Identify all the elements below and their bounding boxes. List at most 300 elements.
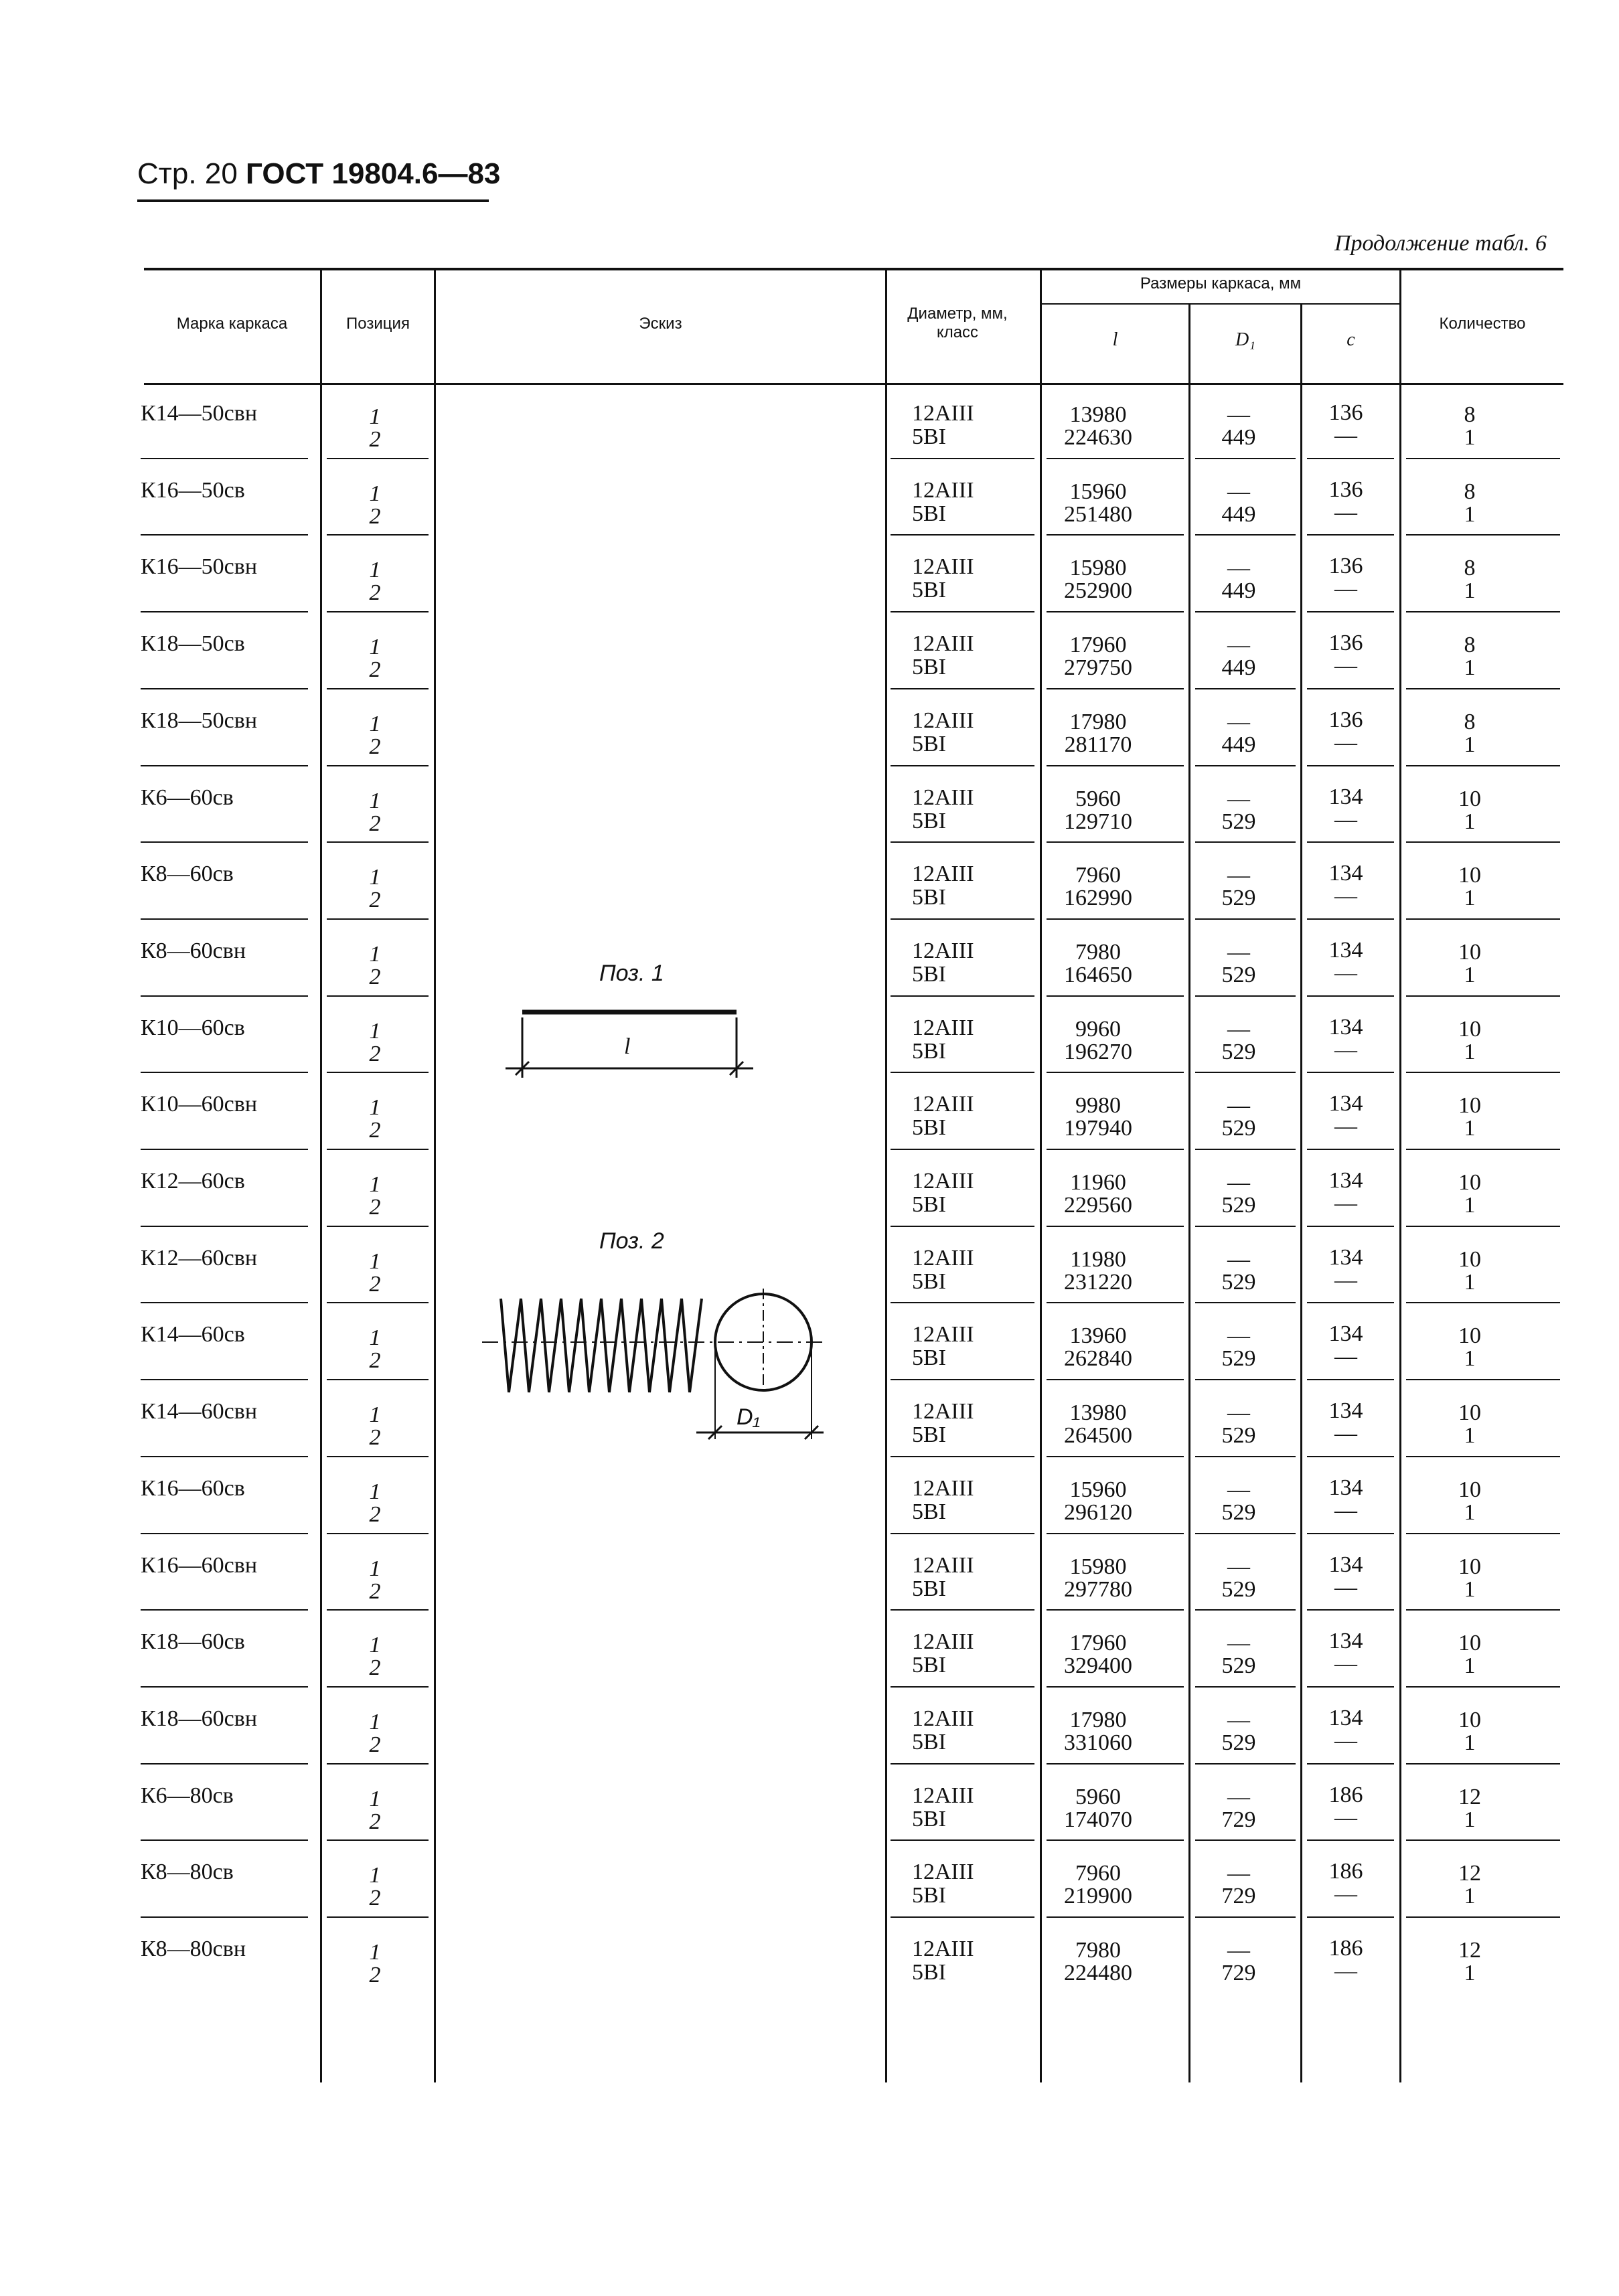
diameter-class-pos1: 12АIII [912,401,974,426]
frame-mark: К12—60св [141,1169,245,1194]
c-pos2: — [1334,1191,1357,1216]
quantity-pos2: 1 [1464,886,1476,910]
quantity-pos2: 1 [1464,1730,1476,1755]
d1-pos1: — [1227,1400,1250,1425]
c-pos1: 134 [1328,1552,1363,1577]
quantity-pos1: 10 [1458,1554,1481,1579]
row-separator [891,1609,1034,1611]
length-pos1: 7960 [1075,1861,1121,1886]
c-pos2: — [1334,1038,1357,1062]
position-1: 1 [369,1095,381,1120]
header-sketch: Эскиз [639,315,682,333]
diameter-class-pos1: 12АIII [912,708,974,733]
position-1: 1 [369,865,381,890]
position-1: 1 [369,1249,381,1274]
length-pos1: 7960 [1075,863,1121,888]
row-separator [1307,1149,1394,1150]
row-separator [891,1302,1034,1303]
row-separator [1195,765,1296,766]
row-separator [1195,918,1296,920]
row-separator [1307,1763,1394,1765]
quantity-pos2: 1 [1464,1884,1476,1908]
length-pos1: 13980 [1069,1400,1127,1425]
d1-pos2: 529 [1221,886,1256,910]
quantity-pos2: 1 [1464,1270,1476,1295]
row-separator [1047,534,1184,536]
diameter-class-pos1: 12АIII [912,1783,974,1808]
quantity-pos1: 8 [1464,633,1476,657]
row-separator [1195,1302,1296,1303]
position-1: 1 [369,1325,381,1350]
quantity-pos1: 10 [1458,1708,1481,1732]
c-pos2: — [1334,1421,1357,1446]
length-pos1: 7980 [1075,1938,1121,1963]
page-header [137,157,500,191]
row-separator [327,1149,429,1150]
quantity-pos2: 1 [1464,1346,1476,1371]
quantity-pos1: 12 [1458,1861,1481,1886]
row-separator [891,1686,1034,1688]
c-pos2: — [1334,807,1357,832]
length-pos2: 296120 [1064,1500,1132,1525]
position-1: 1 [369,1940,381,1965]
diameter-class-pos2: 5ВI [912,885,946,910]
row-separator [1047,611,1184,612]
row-separator [1406,841,1560,843]
d1-pos2: 529 [1221,963,1256,987]
helical-spring-sketch [482,1272,830,1459]
frame-mark: К8—80св [141,1860,234,1884]
diameter-class-pos2: 5ВI [912,809,946,833]
row-separator [1307,611,1394,612]
header-dims-group: Размеры каркаса, мм [1140,274,1302,293]
row-separator [1047,995,1184,997]
row-separator [141,1226,308,1227]
row-separator [891,688,1034,689]
d1-pos2: 529 [1221,1500,1256,1525]
row-separator [1307,688,1394,689]
row-separator [1195,1686,1296,1688]
length-pos2: 264500 [1064,1423,1132,1448]
position-1: 1 [369,1479,381,1504]
row-separator [1406,1609,1560,1611]
c-pos2: — [1334,961,1357,985]
quantity-pos1: 12 [1458,1785,1481,1809]
d1-pos2: 729 [1221,1884,1256,1908]
length-pos1: 15960 [1069,479,1127,504]
quantity-pos1: 12 [1458,1938,1481,1963]
position-1: 1 [369,1863,381,1888]
d1-pos1: — [1227,479,1250,504]
length-pos2: 329400 [1064,1653,1132,1678]
position-2: 2 [369,1425,381,1450]
diameter-class-pos1: 12АIII [912,631,974,656]
frame-mark: К16—60свн [141,1553,258,1578]
c-pos2: — [1334,1114,1357,1139]
row-separator [1406,1686,1560,1688]
row-separator [891,1149,1034,1150]
diameter-class-pos2: 5ВI [912,655,946,679]
length-pos2: 224480 [1064,1961,1132,1985]
row-separator [141,841,308,843]
col-divider-sketch [885,270,887,2082]
position-1: 1 [369,1402,381,1427]
row-separator [1307,765,1394,766]
header-c: c [1346,329,1355,350]
row-separator [327,841,429,843]
header-d1: D₁ [1235,329,1255,350]
position-2: 2 [369,734,381,759]
position-1: 1 [369,1019,381,1044]
col-divider-mark [320,270,322,2082]
c-pos2: — [1334,1805,1357,1830]
c-pos1: 136 [1328,708,1363,732]
row-separator [141,918,308,920]
c-pos2: — [1334,1268,1357,1293]
row-separator [1307,1533,1394,1534]
length-pos1: 17980 [1069,1708,1127,1732]
diameter-class-pos2: 5ВI [912,1730,946,1754]
length-pos2: 262840 [1064,1346,1132,1371]
row-separator [327,918,429,920]
diameter-class-pos2: 5ВI [912,1883,946,1908]
diameter-class-pos2: 5ВI [912,578,946,602]
length-pos1: 13980 [1069,402,1127,427]
row-separator [327,1072,429,1073]
row-separator [327,1456,429,1457]
row-separator [1307,918,1394,920]
c-pos1: 134 [1328,861,1363,886]
d1-pos1: — [1227,1554,1250,1579]
d1-pos1: — [1227,1708,1250,1732]
row-separator [141,1839,308,1841]
d1-pos1: — [1227,633,1250,657]
row-separator [1307,1226,1394,1227]
c-pos2: — [1334,576,1357,601]
row-separator [891,765,1034,766]
d1-pos2: 529 [1221,1116,1256,1141]
quantity-pos1: 10 [1458,1323,1481,1348]
quantity-pos2: 1 [1464,1423,1476,1448]
diameter-class-pos1: 12АIII [912,554,974,579]
frame-mark: К14—60свн [141,1399,258,1424]
col-divider-c [1399,270,1401,2082]
quantity-pos1: 10 [1458,1400,1481,1425]
position-2: 2 [369,1502,381,1527]
d1-pos1: — [1227,1631,1250,1655]
row-separator [1307,1302,1394,1303]
length-pos2: 331060 [1064,1730,1132,1755]
quantity-pos1: 10 [1458,1477,1481,1502]
row-separator [1406,995,1560,997]
length-pos1: 5960 [1075,1785,1121,1809]
length-pos2: 197940 [1064,1116,1132,1141]
length-pos2: 251480 [1064,502,1132,527]
d1-pos2: 449 [1221,502,1256,527]
row-separator [141,1763,308,1765]
row-separator [141,765,308,766]
row-separator [1307,1686,1394,1688]
diameter-class-pos2: 5ВI [912,1115,946,1140]
d1-pos1: — [1227,1477,1250,1502]
row-separator [1406,1533,1560,1534]
row-separator [327,458,429,459]
row-separator [141,1302,308,1303]
diameter-class-pos2: 5ВI [912,1345,946,1370]
d1-pos1: — [1227,1785,1250,1809]
position-2: 2 [369,1732,381,1757]
row-separator [327,1839,429,1841]
quantity-pos2: 1 [1464,425,1476,450]
row-separator [1195,1533,1296,1534]
diameter-class-pos2: 5ВI [912,1960,946,1985]
row-separator [1047,1533,1184,1534]
col-divider-position [434,270,436,2082]
position-1: 1 [369,404,381,429]
c-pos1: 186 [1328,1783,1363,1807]
diameter-class-pos2: 5ВI [912,1653,946,1677]
row-separator [891,1226,1034,1227]
table-header-bottom-rule [144,383,1563,385]
length-pos1: 9980 [1075,1093,1121,1118]
c-pos2: — [1334,1344,1357,1369]
quantity-pos1: 10 [1458,787,1481,811]
header-mark: Марка каркаса [176,315,288,333]
c-pos2: — [1334,1728,1357,1753]
row-separator [1406,918,1560,920]
diameter-class-pos2: 5ВI [912,1192,946,1217]
row-separator [1047,918,1184,920]
row-separator [141,1916,308,1918]
row-separator [1406,1226,1560,1227]
position-2: 2 [369,657,381,682]
quantity-pos2: 1 [1464,1500,1476,1525]
position-2: 2 [369,504,381,529]
d1-pos1: — [1227,1861,1250,1886]
diameter-class-pos1: 12АIII [912,1629,974,1654]
d1-pos2: 729 [1221,1807,1256,1832]
d1-pos2: 529 [1221,1577,1256,1602]
diameter-class-pos2: 5ВI [912,1807,946,1831]
d1-pos2: 529 [1221,1193,1256,1218]
diameter-class-pos1: 12АIII [912,1706,974,1731]
position-1: 1 [369,481,381,506]
d1-pos1: — [1227,1247,1250,1272]
row-separator [891,1072,1034,1073]
row-separator [1195,1379,1296,1380]
row-separator [1307,1379,1394,1380]
header-underline [137,199,489,202]
diameter-class-pos2: 5ВI [912,1039,946,1064]
d1-pos2: 529 [1221,1423,1256,1448]
length-pos2: 162990 [1064,886,1132,910]
position-1: 1 [369,712,381,736]
c-pos1: 186 [1328,1936,1363,1961]
row-separator [1047,688,1184,689]
length-pos1: 15980 [1069,556,1127,580]
length-pos1: 9960 [1075,1017,1121,1042]
quantity-pos1: 10 [1458,1093,1481,1118]
row-separator [1195,1072,1296,1073]
c-pos2: — [1334,730,1357,755]
position-1: 1 [369,942,381,967]
position-1: 1 [369,1787,381,1811]
row-separator [327,1763,429,1765]
row-separator [1047,1839,1184,1841]
length-pos2: 297780 [1064,1577,1132,1602]
quantity-pos1: 8 [1464,710,1476,734]
frame-mark: К18—60св [141,1629,245,1654]
quantity-pos1: 10 [1458,1631,1481,1655]
c-pos2: — [1334,1575,1357,1600]
position-2: 2 [369,811,381,836]
frame-mark: К6—80св [141,1783,234,1808]
row-separator [891,1839,1034,1841]
quantity-pos1: 10 [1458,1017,1481,1042]
diameter-class-pos1: 12АIII [912,1322,974,1347]
row-separator [1047,1379,1184,1380]
row-separator [1195,841,1296,843]
row-separator [141,1379,308,1380]
row-separator [1307,458,1394,459]
c-pos1: 134 [1328,1629,1363,1653]
row-separator [141,1609,308,1611]
frame-mark: К8—60св [141,862,234,886]
row-separator [1047,1763,1184,1765]
row-separator [327,534,429,536]
length-pos2: 231220 [1064,1270,1132,1295]
frame-mark: К10—60свн [141,1092,258,1117]
d1-pos1: — [1227,863,1250,888]
d1-pos1: — [1227,402,1250,427]
row-separator [891,1763,1034,1765]
diameter-class-pos1: 12АIII [912,1246,974,1270]
diameter-class-pos1: 12АIII [912,1937,974,1961]
row-separator [1047,765,1184,766]
row-separator [1406,1379,1560,1380]
frame-mark: К6—60св [141,785,234,810]
row-separator [327,1302,429,1303]
d1-pos2: 529 [1221,1653,1256,1678]
c-pos2: — [1334,1651,1357,1676]
diameter-class-pos1: 12АIII [912,862,974,886]
quantity-pos2: 1 [1464,732,1476,757]
row-separator [1406,611,1560,612]
row-separator [891,1916,1034,1918]
c-pos1: 134 [1328,1245,1363,1270]
sketch-pos2-dimension: D₁ [737,1404,761,1430]
position-2: 2 [369,1579,381,1604]
row-separator [327,1226,429,1227]
dims-group-rule [1041,303,1399,305]
diameter-class-pos1: 12АIII [912,1169,974,1194]
row-separator [1195,458,1296,459]
row-separator [1047,1609,1184,1611]
d1-pos2: 449 [1221,578,1256,603]
length-pos2: 281170 [1064,732,1132,757]
quantity-pos1: 10 [1458,863,1481,888]
c-pos1: 186 [1328,1859,1363,1884]
d1-pos1: — [1227,787,1250,811]
position-2: 2 [369,888,381,912]
c-pos2: — [1334,423,1357,448]
position-2: 2 [369,1118,381,1143]
position-2: 2 [369,1042,381,1066]
row-separator [1406,1149,1560,1150]
c-pos1: 134 [1328,1091,1363,1116]
row-separator [1307,1609,1394,1611]
row-separator [1195,995,1296,997]
row-separator [327,995,429,997]
col-divider-diameter [1040,270,1042,2082]
quantity-pos2: 1 [1464,1961,1476,1985]
quantity-pos1: 8 [1464,556,1476,580]
length-pos2: 174070 [1064,1807,1132,1832]
length-pos1: 11980 [1070,1247,1126,1272]
c-pos1: 134 [1328,785,1363,809]
row-separator [141,1149,308,1150]
quantity-pos2: 1 [1464,502,1476,527]
length-pos2: 219900 [1064,1884,1132,1908]
row-separator [141,688,308,689]
length-pos1: 17980 [1069,710,1127,734]
row-separator [141,1456,308,1457]
frame-mark: К18—60свн [141,1706,258,1731]
length-pos2: 164650 [1064,963,1132,987]
diameter-class-pos2: 5ВI [912,732,946,756]
diameter-class-pos2: 5ВI [912,1269,946,1294]
c-pos2: — [1334,884,1357,908]
c-pos1: 136 [1328,477,1363,502]
c-pos1: 136 [1328,631,1363,655]
row-separator [327,1379,429,1380]
frame-mark: К16—50св [141,478,245,503]
c-pos1: 134 [1328,1168,1363,1193]
position-1: 1 [369,789,381,813]
diameter-class-pos1: 12АIII [912,1399,974,1424]
row-separator [327,765,429,766]
row-separator [1307,841,1394,843]
row-separator [1195,688,1296,689]
d1-pos2: 449 [1221,425,1256,450]
c-pos1: 134 [1328,1321,1363,1346]
row-separator [1406,688,1560,689]
d1-pos1: — [1227,940,1250,965]
row-separator [891,995,1034,997]
row-separator [1406,534,1560,536]
page-label: Стр. 20 [137,157,238,190]
row-separator [1195,1226,1296,1227]
length-pos1: 5960 [1075,787,1121,811]
length-pos1: 7980 [1075,940,1121,965]
row-separator [141,611,308,612]
position-2: 2 [369,1809,381,1834]
length-pos1: 15960 [1069,1477,1127,1502]
row-separator [327,688,429,689]
length-pos2: 252900 [1064,578,1132,603]
c-pos1: 136 [1328,400,1363,425]
diameter-class-pos1: 12АIII [912,1860,974,1884]
c-pos2: — [1334,500,1357,525]
diameter-class-pos1: 12АIII [912,1476,974,1501]
row-separator [1195,1839,1296,1841]
length-pos1: 15980 [1069,1554,1127,1579]
frame-mark: К14—50свн [141,401,258,426]
table-continuation-note: Продолжение табл. 6 [1334,231,1547,256]
d1-pos2: 529 [1221,1040,1256,1064]
row-separator [141,1533,308,1534]
d1-pos1: — [1227,1170,1250,1195]
